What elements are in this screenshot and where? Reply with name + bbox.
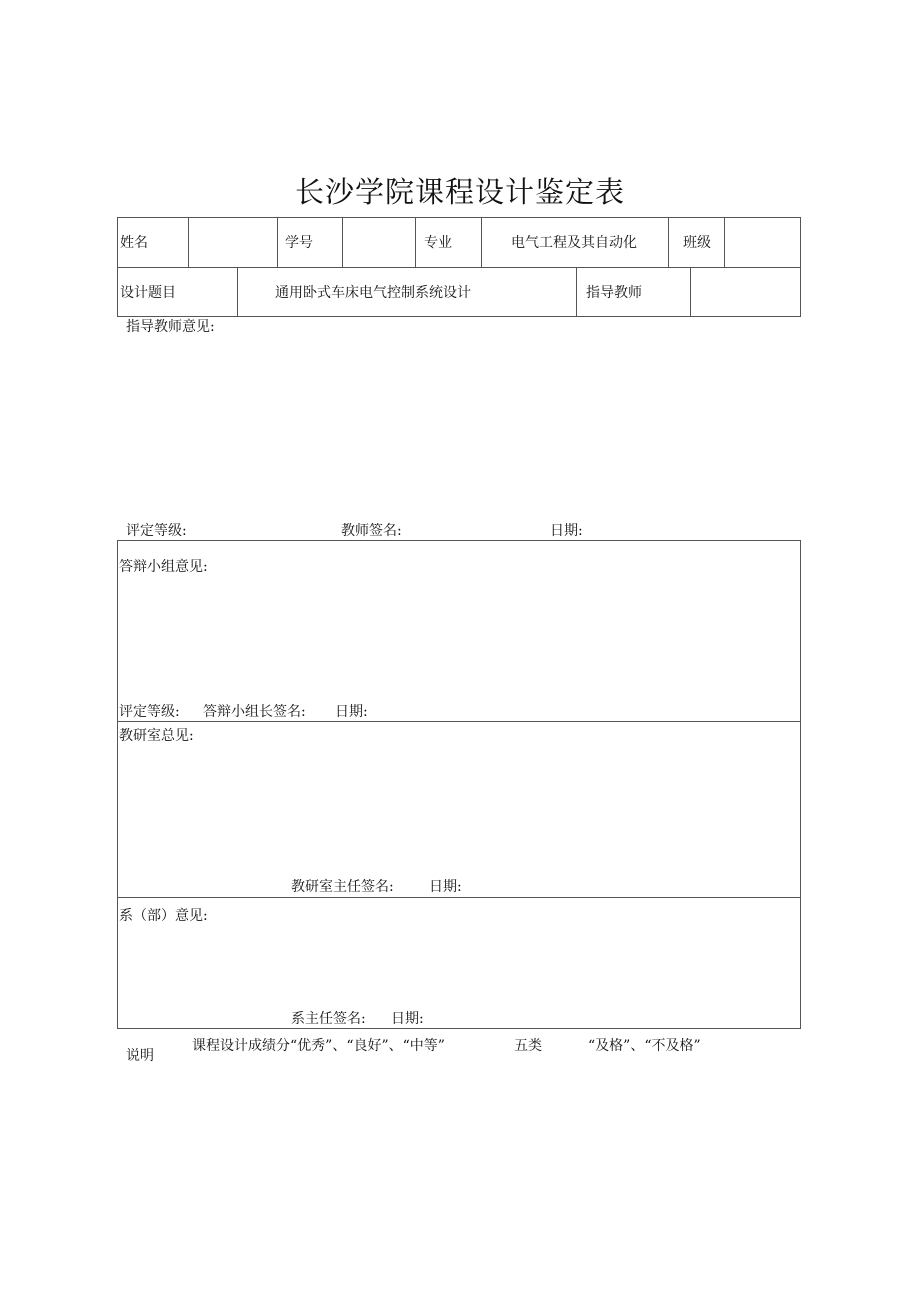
note-label: 说明 [126,1048,154,1064]
student-id-label: 学号 [285,235,313,251]
major-label: 专业 [424,235,452,251]
defense-signature-label: 答辩小组长签名: [203,704,306,720]
note-text-3: “及格”、“不及格” [588,1038,701,1054]
major-value: 电气工程及其自动化 [511,235,637,251]
office-opinion-heading: 教研室总见: [119,728,194,744]
advisor-opinion-heading: 指导教师意见: [126,319,215,335]
department-date-label: 日期: [391,1011,424,1027]
office-date-label: 日期: [429,879,462,895]
name-label: 姓名 [120,235,148,251]
note-text-1: 课程设计成绩分“优秀”、“良好”、“中等” [192,1038,445,1054]
note-text-2: 五类 [514,1038,542,1054]
topic-value: 通用卧式车床电气控制系统设计 [275,285,471,301]
department-signature-label: 系主任签名: [291,1011,366,1027]
advisor-grade-label: 评定等级: [126,523,187,539]
class-label: 班级 [683,235,711,251]
topic-label: 设计题目 [120,285,176,301]
advisor-signature-label: 教师签名: [341,523,402,539]
advisor-label: 指导教师 [586,285,642,301]
page-title: 长沙学院课程设计鉴定表 [294,175,625,209]
review-table [117,540,801,1029]
advisor-date-label: 日期: [550,523,583,539]
defense-grade-label: 评定等级: [119,704,180,720]
defense-date-label: 日期: [335,704,368,720]
office-signature-label: 教研室主任签名: [291,879,394,895]
department-opinion-heading: 系（部）意见: [119,908,208,924]
defense-opinion-heading: 答辩小组意见: [119,559,208,575]
